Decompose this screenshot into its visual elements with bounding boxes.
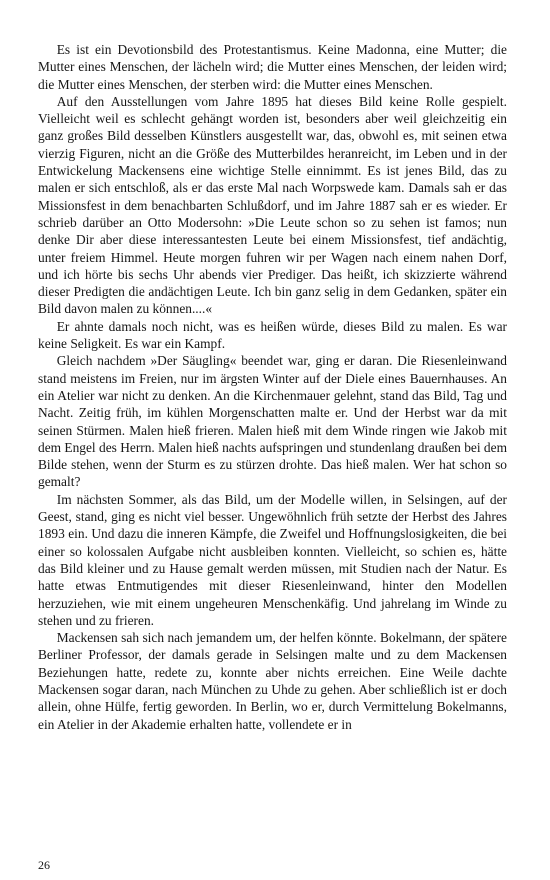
paragraph: Auf den Ausstellungen vom Jahre 1895 hat dieses Bild keine Rolle gespielt. Vielleicht weil es schlecht gehängt worden ist, besonders aber weil gleichzeitig ein ganz großes Bild desselben Künstlers ausgestellt war, das, obwohl es, mit seinen etwa vierzig Figuren, nicht an die Größe des Mutterbildes heranreicht, im Leben und in der Entwickelung Mackensens eine wichtige Stelle einnimmt. Es ist jenes Bild, das zu malen er sich entschloß, als er das erste Mal nach Worpswede kam. Damals sah er das Missionsfest in dem benachbarten Schlußdorf, und im Jahre 1887 sah er es wieder. Er schrieb darüber an Otto Modersohn: »Die Leute schon so zu sehen ist famos; nun denke Dir aber diese interessantesten Leute bei einem Missionsfest, tief andächtig, unter freiem Himmel. Heute morgen fuhren wir per Wagen nach einem nahen Dorf, und ich hörte bis sechs Uhr abends vier Prediger. Das heißt, ich skizzierte während dieser Predigten die andächtigen Leute. Ich bin ganz selig in dem Gedanken, später ein Bild davon malen zu können....« [38, 93, 507, 317]
paragraph: Er ahnte damals noch nicht, was es heißen würde, dieses Bild zu malen. Es war keine Seligkeit. Es war ein Kampf. [38, 318, 507, 352]
paragraph: Mackensen sah sich nach jemandem um, der helfen könnte. Bokelmann, der spätere Berliner Professor, der damals gerade in Selsingen malte und zu dem Mackensen Beziehungen hatte, redete zu, konnte aber nichts erreichen. Eine Weile dachte Mackensen sogar daran, nach München zu Uhde zu gehen. Aber schließlich ist er doch allein, ohne Hülfe, fertig geworden. In Berlin, wo er, durch Vermittelung Bokelmanns, ein Atelier in der Akademie erhalten hatte, vollendete er in [38, 630, 507, 732]
body-text [38, 41, 507, 733]
page-number: 26 [38, 858, 50, 872]
paragraph: Es ist ein Devotionsbild des Protestantismus. Keine Madonna, eine Mutter; die Mutter eines Menschen, der lächeln wird; die Mutter eines Menschen, der leiden wird; die Mutter eines Menschen, der sterben wird: die Mutter eines Menschen. [38, 42, 507, 92]
book-page [38, 41, 507, 872]
paragraph: Gleich nachdem »Der Säugling« beendet war, ging er daran. Die Riesenleinwand stand meistens im Freien, nur im ärgsten Winter auf der Diele eines Bauernhauses. An ein Atelier war nicht zu denken. An die Kirchenmauer gelehnt, stand das Bild, Tag und Nacht. Zeitig früh, im kühlen Morgenschatten malte er. Und der Herbst war da mit seinen Stürmen. Malen hieß frieren. Malen hieß mit dem Winde ringen wie Jakob mit dem Engel des Herrn. Malen hieß nachts aufspringen und stundenlang draußen bei dem Bilde stehen, wenn der Sturm es zu stürzen drohte. Das hieß malen. Wer hat schon so gemalt? [38, 353, 507, 490]
paragraph: Im nächsten Sommer, als das Bild, um der Modelle willen, in Selsingen, auf der Geest, stand, ging es nicht viel besser. Ungewöhnlich früh setzte der Herbst des Jahres 1893 ein. Und dazu die inneren Kämpfe, die Zweifel und Hoffnungslosigkeiten, die bei einer so kolossalen Aufgabe nicht ausbleiben konnten. Vielleicht, so schien es, hätte das Bild kleiner und zu Hause gemalt werden müssen, mit Studien nach der Natur. Es hatte etwas Entmutigendes mit dieser Riesenleinwand, hinter den Modellen herzuziehen, wie mit einem ungeheuren Menschenkäfig. Und jahrelang im Winde zu stehen und zu frieren. [38, 491, 507, 628]
